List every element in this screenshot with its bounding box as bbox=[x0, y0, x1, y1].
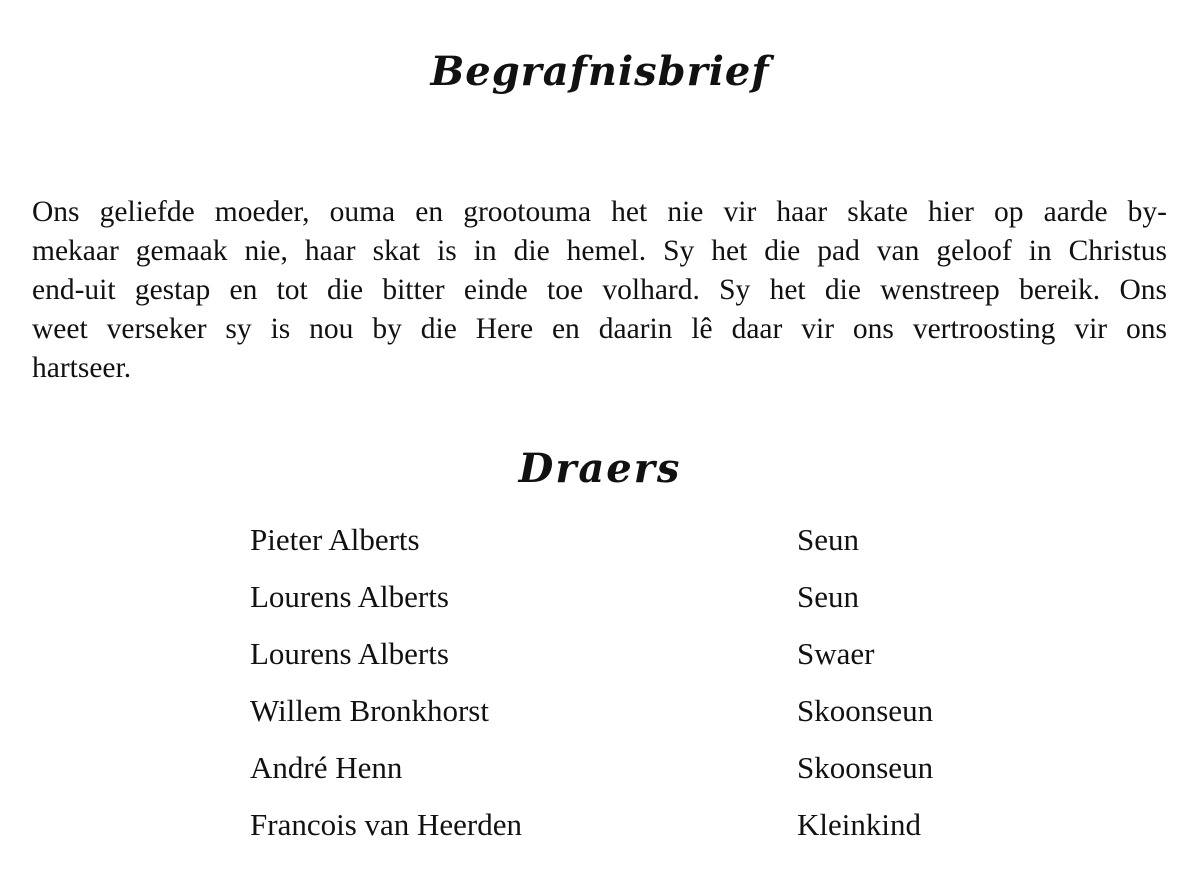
pallbearer-name: André Henn bbox=[250, 750, 403, 785]
funeral-letter-paragraph bbox=[32, 193, 1167, 388]
pallbearer-name: Francois van Heerden bbox=[250, 807, 523, 842]
paragraph-line: Ons geliefde moeder, ouma en grootouma het nie vir haar skate hier op aarde by- bbox=[32, 196, 1167, 228]
pallbearer-name: Lourens Alberts bbox=[250, 636, 449, 671]
paragraph-line: end-uit gestap en tot die bitter einde toe volhard. Sy het die wenstreep bereik. Ons bbox=[32, 274, 1167, 306]
pallbearer-name: Willem Bronkhorst bbox=[250, 693, 489, 728]
pallbearer-name: Pieter Alberts bbox=[250, 522, 420, 557]
pallbearer-relation: Seun bbox=[797, 579, 859, 614]
pallbearers-heading: Draers bbox=[518, 445, 682, 492]
pallbearer-relation: Skoonseun bbox=[797, 750, 934, 785]
paragraph-line: weet verseker sy is nou by die Here en daarin lê daar vir ons vertroosting vir ons bbox=[32, 313, 1167, 345]
document-title: Begrafnisbrief bbox=[430, 48, 770, 95]
pallbearer-relation: Skoonseun bbox=[797, 693, 934, 728]
pallbearer-relation: Kleinkind bbox=[797, 807, 921, 842]
paragraph-line: hartseer. bbox=[32, 352, 132, 384]
pallbearer-relation: Seun bbox=[797, 522, 859, 557]
pallbearer-relation: Swaer bbox=[797, 636, 875, 671]
pallbearer-name: Lourens Alberts bbox=[250, 579, 449, 614]
paragraph-line: mekaar gemaak nie, haar skat is in die hemel. Sy het die pad van geloof in Christus bbox=[32, 235, 1167, 267]
